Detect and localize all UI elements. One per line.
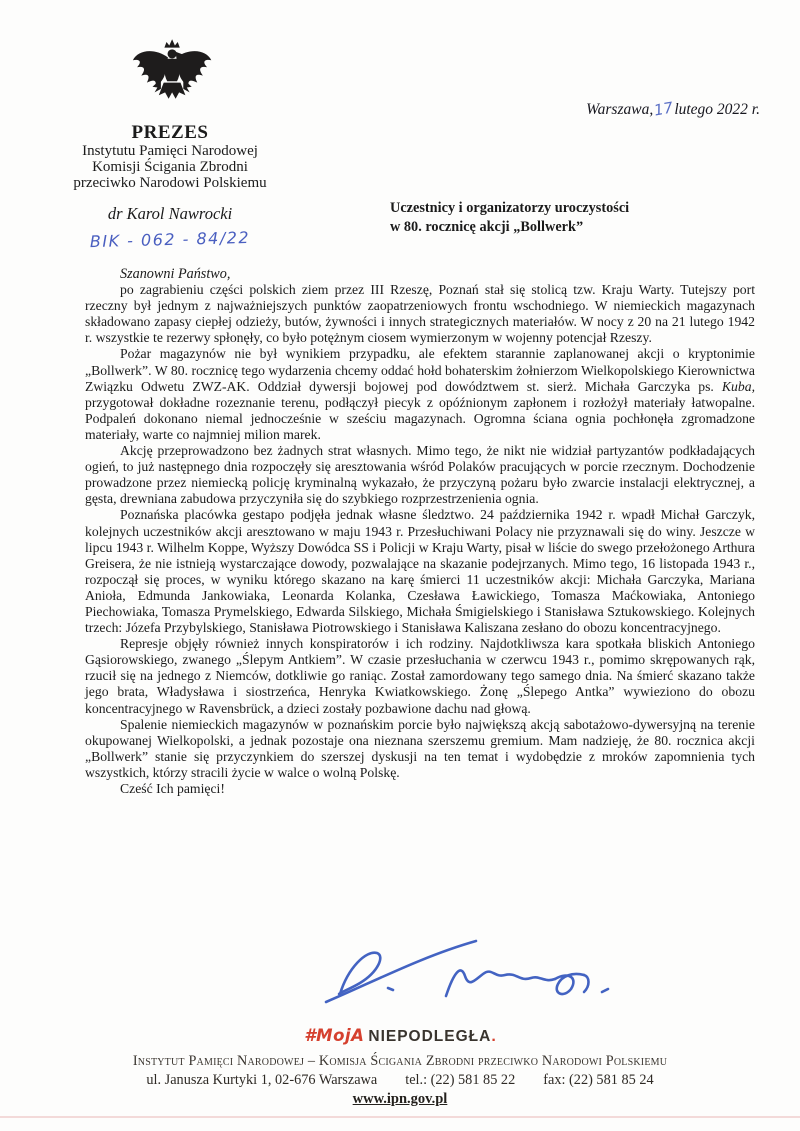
letterhead (20, 34, 320, 252)
campaign-logo (0, 1026, 800, 1047)
campaign-logo-dot: . (491, 1028, 496, 1045)
scan-artifact-line (0, 1116, 800, 1118)
footer-institution-line: Instytut Pamięci Narodowej – Komisja Ścigania Zbrodni przeciwko Narodowi Polskiemu (132, 1053, 668, 1069)
signature-scribble-icon (318, 936, 618, 1020)
addressee-line-1: Uczestnicy i organizatorzy uroczystości (390, 200, 630, 216)
paragraph-1 (85, 282, 755, 346)
paragraph-6-text: Spalenie niemieckich magazynów w poznańskim porcie było największą akcją sabotażowo-dywersyjną na terenie okupowanej Wielkopolski, a jednak pozostaje ona nieznana szerszemu gremium. Mam nadzieję, że 80. rocznica akcji „Bollwerk” stanie się przyczynkiem do szerszej dyskusji na ten temat i wydobędzie z mroków zapomnienia tych wszystkich, którzy stracili życie w walce o wolną Polskę. (85, 716, 755, 780)
paragraph-2-pre: Pożar magazynów nie był wynikiem przypadku, ale efektem starannie zaplanowanej akcji o kryptonimie „Bollwerk”. W 80. rocznicę tego wydarzenia chcemy oddać hołd bohaterskim żołnierzom Wielkopolskiego Kierownictwa Związku Odwetu ZWZ-AK. Oddział dywersji bojowej pod dowództwem st. sierż. Michała Garczyka ps. (85, 346, 755, 394)
paragraph-2 (85, 346, 755, 443)
footer-phone: tel.: (22) 581 85 22 (405, 1072, 516, 1088)
footer (0, 1026, 800, 1108)
handwritten-day: 17 (652, 98, 675, 120)
salutation: Szanowni Państwo, (120, 266, 231, 282)
date-line (586, 100, 760, 119)
footer-street-address: ul. Janusza Kurtyki 1, 02-676 Warszawa (146, 1072, 378, 1088)
footer-address-line (0, 1072, 800, 1089)
website-link[interactable]: www.ipn.gov.pl (352, 1091, 448, 1107)
letterhead-title: PREZES (131, 122, 209, 143)
signer-name: dr Karol Nawrocki (107, 204, 233, 224)
closing-line: Cześć Ich pamięci! (120, 781, 225, 796)
campaign-logo-hash: #MojA (304, 1026, 365, 1045)
polish-eagle-emblem-icon (128, 34, 212, 120)
footer-fax: fax: (22) 581 85 24 (543, 1072, 654, 1088)
paragraph-3 (85, 443, 755, 507)
paragraph-2-post: przygotował dokładne rozeznanie terenu, podłączył piecyk z opóźnionym zapłonem i rozłożył materiały łatwopalne. Podpaleń dokonano niemal jednocześnie w sześciu magazynach. Ogromna ściana ognia pochłonęła zgromadzone materiały, warte co najmniej milion marek. (85, 394, 755, 442)
paragraph-5-text: Represje objęły również innych konspiratorów i ich rodziny. Najdotkliwsza kara spotkała bliskich Antoniego Gąsiorowskiego, zwanego „Ślepym Antkiem”. W czasie przesłuchania w czerwcu 1943 r., pomimo skrępowanych rąk, rzucił się na jednego z Niemców, dotkliwie go raniąc. Został zamordowany tego samego dnia. Na śmierć skazano także jego brata, Władysława i siostrzeńca, Henryka Kwiatkowskiego. Żonę „Ślepego Antka” wywieziono do obozu koncentracyjnego w Ravensbrück, a dzieci zostały pozbawione dachu nad głową. (85, 636, 755, 716)
paragraph-6 (85, 717, 755, 781)
addressee-block (390, 199, 629, 236)
letter-body (85, 266, 755, 797)
paragraph-4-text: Poznańska placówka gestapo podjęła jednak własne śledztwo. 24 października 1942 r. wpadł Michał Garczyk, kolejnych uczestników akcji aresztowano w maju 1943 r. Przesłuchiwani Polacy nie przyznawali się do winy. Jeszcze w lipcu 1943 r. Wilhelm Koppe, Wyższy Dowódca SS i Policji w Kraju Warty, pisał w liście do swego przełożonego Arthura Greisera, że nie istnieją wystarczające dowody, pozwalające na skazanie podejrzanych. Mimo tego, 16 listopada 1943 r., rozpoczął się proces, w wyniku którego skazano na karę śmierci 11 uczestników akcji: Michała Garczyka, Mariana Anioła, Edmunda Jankowiaka, Leonarda Kolanka, Czesława Ławickiego, Tomasza Maćkowiaka, Antoniego Piechowiaka, Tomasza Prymelskiego, Edwarda Silskiego, Michała Śmigielskiego i Stanisława Sztukowskiego. Kolejnych trzech: Józefa Przybylskiego, Stanisława Piotrowskiego i Stanisława Kaliszana zesłano do obozu koncentracyjnego. (85, 507, 755, 636)
footer-website-line (0, 1091, 800, 1108)
paragraph-2-pseudonym: Kuba, (721, 378, 755, 394)
institution-line-1: Instytutu Pamięci Narodowej (82, 143, 258, 159)
campaign-logo-word: NIEPODLEGŁA (368, 1028, 492, 1045)
paragraph-1-text: po zagrabieniu części polskich ziem przez III Rzeszę, Poznań stał się stolicą tzw. Kraju Warty. Tutejszy port rzeczny był jednym z najważniejszych punktów zaopatrzeniowych frontu wschodniego. W niemieckich magazynach składowano zapasy ciepłej odzieży, butów, żywności i innych strategicznych materiałów. W nocy z 20 na 21 lutego 1942 r. wszystkie te rezerwy spłonęły, co było potężnym ciosem wymierzonym w wojenny potencjał Rzeszy. (85, 282, 755, 346)
date-city: Warszawa, (586, 101, 654, 118)
paragraph-3-text: Akcję przeprowadzono bez żadnych strat własnych. Mimo tego, że nikt nie widział partyzantów podkładających ogień, to już następnego dnia rozpoczęły się aresztowania wśród Polaków pracujących w porcie rzecznym. Dochodzenie prowadzone przez niemiecką policję kryminalną wykazało, że przyczyną pożaru było zwarcie instalacji elektrycznej, a gęsta, drewniana zabudowa przyczyniła się do szybkiego rozprzestrzenienia ognia. (85, 443, 755, 507)
date-rest: lutego 2022 r. (674, 101, 760, 118)
institution-line-3: przeciwko Narodowi Polskiemu (73, 174, 267, 191)
addressee-line-2: w 80. rocznicę akcji „Bollwerk” (390, 218, 584, 235)
paragraph-5 (85, 636, 755, 716)
institution-line-2: Komisji Ścigania Zbrodni (92, 158, 248, 175)
reference-number-handwritten: BIK - 062 - 84/22 (89, 228, 251, 252)
paragraph-4 (85, 507, 755, 636)
